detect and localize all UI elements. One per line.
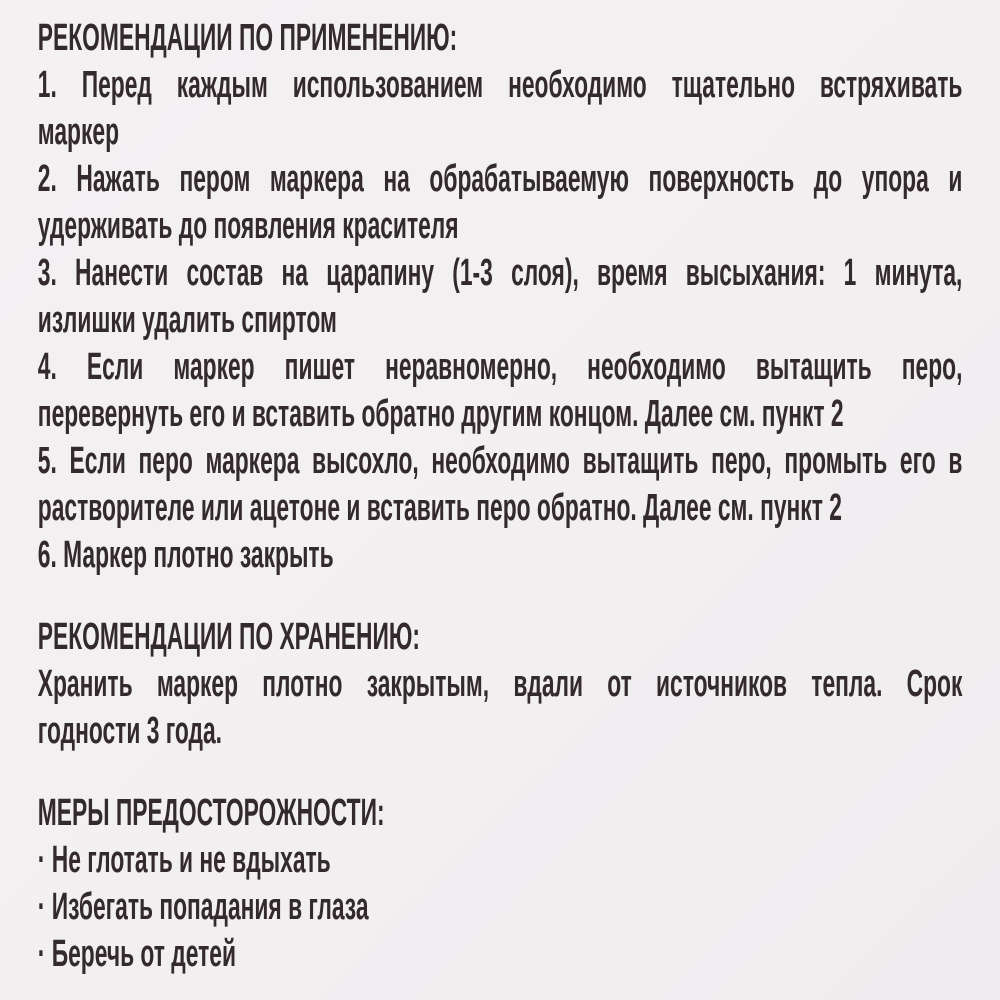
text-line: маркер: [37, 111, 119, 153]
text-line: Хранить маркер плотно закрытым, вдали от источников тепла. Срок: [37, 663, 963, 705]
text-line: 5. Если перо маркера высохло, необходимо вытащить перо, промыть его в: [37, 440, 963, 482]
list-item: [38, 884, 963, 931]
list-item: [38, 156, 963, 250]
list-item: [38, 661, 963, 755]
section-heading: РЕКОМЕНДАЦИИ ПО ХРАНЕНИЮ:: [37, 616, 420, 658]
list-item: [38, 837, 963, 884]
text-line: · Беречь от детей: [37, 933, 237, 975]
section: [38, 790, 963, 978]
text-line: 4. Если маркер пишет неравномерно, необходимо вытащить перо,: [37, 346, 963, 388]
text-line: 2. Нажать пером маркера на обрабатываемую поверхность до упора и: [37, 158, 963, 200]
text-line: удерживать до появления красителя: [37, 205, 459, 247]
list-item: [38, 344, 963, 438]
text-line: годности 3 года.: [37, 710, 223, 752]
list-item: [38, 62, 963, 156]
list-item: [38, 931, 963, 978]
section: [38, 614, 963, 755]
text-line: 6. Маркер плотно закрыть: [37, 534, 334, 576]
section-heading: МЕРЫ ПРЕДОСТОРОЖНОСТИ:: [37, 792, 385, 834]
text-line: излишки удалить спиртом: [37, 299, 337, 341]
text-line: · Избегать попадания в глаза: [37, 886, 369, 928]
text-line: 3. Нанести состав на царапину (1-3 слоя), время высыхания: 1 минута,: [37, 252, 963, 294]
list-item: [38, 532, 963, 579]
section-heading: РЕКОМЕНДАЦИИ ПО ПРИМЕНЕНИЮ:: [37, 17, 458, 59]
section: [38, 15, 963, 579]
text-line: растворителе или ацетоне и вставить перо обратно. Далее см. пункт 2: [37, 487, 842, 529]
text-line: перевернуть его и вставить обратно другим концом. Далее см. пункт 2: [37, 393, 844, 435]
list-item: [38, 250, 963, 344]
text-line: 1. Перед каждым использованием необходимо тщательно встряхивать: [37, 64, 963, 106]
list-item: [38, 438, 963, 532]
text-line: · Не глотать и не вдыхать: [37, 839, 331, 881]
